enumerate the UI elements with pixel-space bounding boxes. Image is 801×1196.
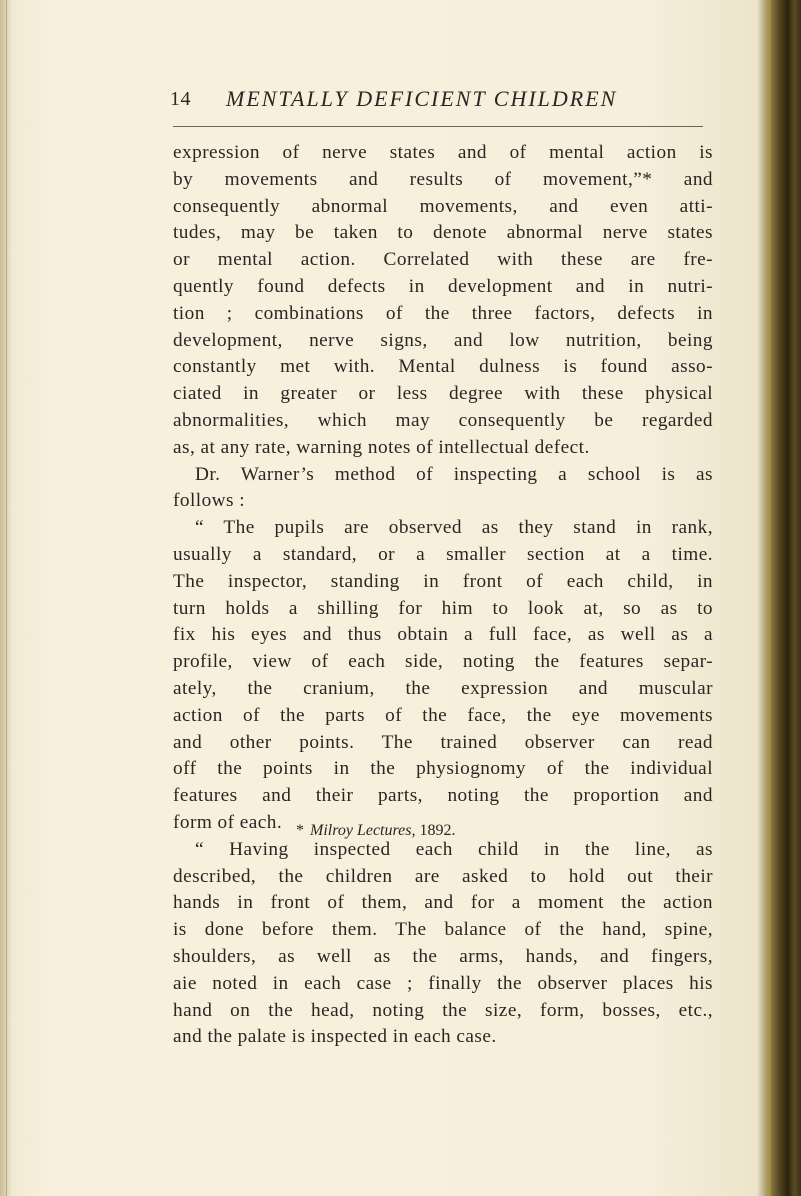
footnote [296, 822, 455, 840]
paragraph [173, 462, 713, 516]
paragraph [173, 515, 713, 837]
page-edge-line [6, 0, 7, 1196]
text-line: expression of nerve states and of mental action is [173, 142, 713, 163]
text-line: ately, the cranium, the expression and muscular [173, 677, 713, 699]
book-spine-edge [757, 0, 801, 1196]
text-line: ciated in greater or less degree with these physical [173, 383, 713, 405]
text-line: aie noted in each case ; finally the observer places his [173, 972, 713, 994]
text-line: consequently abnormal movements, and even atti- [173, 195, 713, 217]
paragraph [173, 140, 713, 462]
text-line: Dr. Warner’s method of inspecting a school is as [195, 463, 713, 485]
text-line: features and their parts, noting the proportion and [173, 785, 713, 807]
paragraph [173, 837, 713, 1051]
text-line: and other points. The trained observer can read [173, 731, 713, 753]
text-line: development, nerve signs, and low nutrition, being [173, 329, 713, 351]
text-line: is done before them. The balance of the hand, spine, [173, 919, 713, 941]
text-line: turn holds a shilling for him to look at, so as to [173, 597, 713, 619]
text-line: as, at any rate, warning notes of intellectual defect. [173, 436, 590, 458]
text-line: off the points in the physiognomy of the individual [173, 758, 713, 780]
text-line: The inspector, standing in front of each child, in [173, 570, 713, 592]
text-line: and the palate is inspected in each case. [173, 1026, 497, 1048]
running-head: MENTALLY DEFICIENT CHILDREN [226, 86, 618, 111]
text-line: by movements and results of movement,”* and [173, 168, 713, 190]
text-line: hands in front of them, and for a moment the action [173, 892, 713, 914]
footnote-year: 1892. [419, 822, 456, 839]
footnote-marker: * [296, 822, 304, 839]
text-line: profile, view of each side, noting the features separ- [173, 651, 713, 673]
text-line: hand on the head, noting the size, form, bosses, etc., [173, 999, 713, 1021]
text-line: or mental action. Correlated with these are fre- [173, 249, 713, 271]
page-number: 14 [170, 88, 191, 110]
text-line: follows : [173, 490, 246, 512]
book-spine-highlight [766, 0, 771, 1196]
text-line: quently found defects in development and in nutri- [173, 275, 713, 297]
footnote-source: Milroy Lectures, [310, 822, 416, 839]
text-line: tudes, may be taken to denote abnormal nerve states [173, 222, 713, 244]
text-line: “ The pupils are observed as they stand in rank, [195, 517, 713, 539]
text-line: fix his eyes and thus obtain a full face, as well as a [173, 624, 713, 646]
page-header [170, 88, 710, 118]
text-line: “ Having inspected each child in the line, as [195, 838, 713, 860]
body-text [173, 140, 713, 1051]
text-line: described, the children are asked to hold out their [173, 865, 713, 887]
header-rule [173, 126, 703, 127]
text-line: constantly met with. Mental dulness is found asso- [173, 356, 713, 378]
text-line: abnormalities, which may consequently be regarded [173, 409, 713, 431]
text-line: usually a standard, or a smaller section at a time. [173, 543, 713, 565]
text-line: action of the parts of the face, the eye movements [173, 704, 713, 726]
text-line: form of each. [173, 811, 283, 833]
text-line: shoulders, as well as the arms, hands, and fingers, [173, 945, 713, 967]
text-line: tion ; combinations of the three factors, defects in [173, 302, 713, 324]
